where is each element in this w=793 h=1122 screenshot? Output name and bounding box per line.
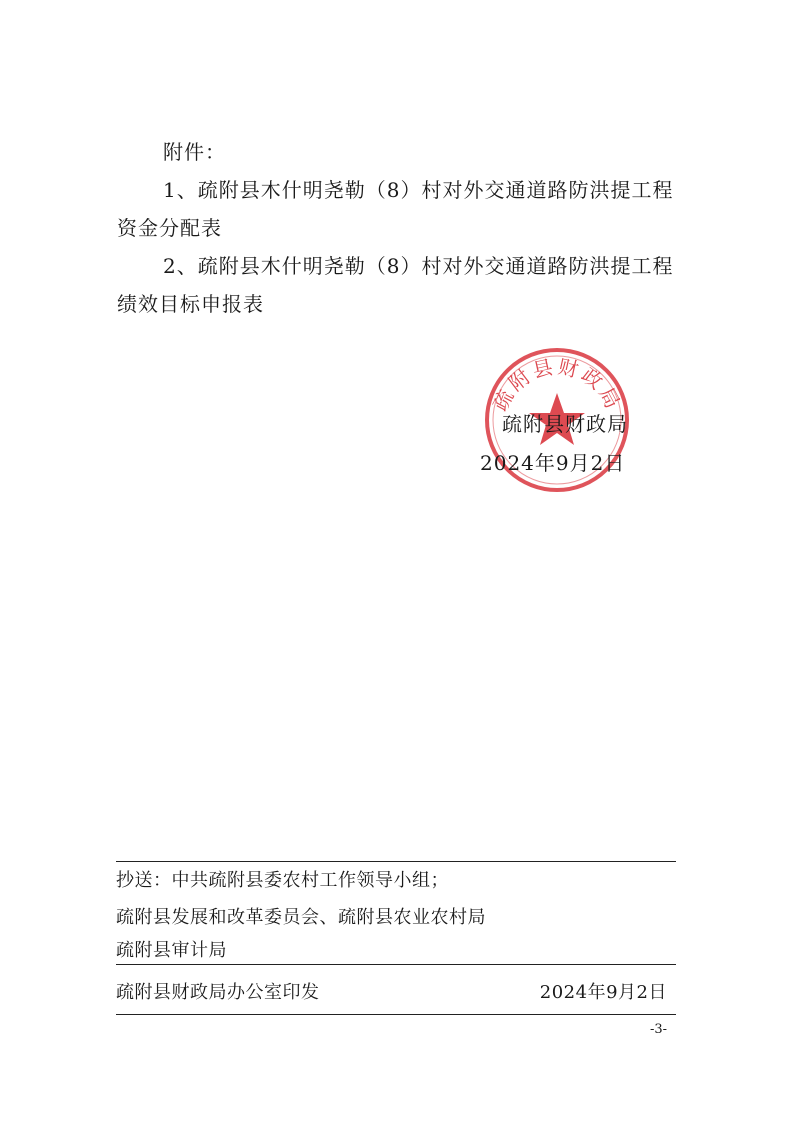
seal-text: 疏附县财政局 [487, 354, 627, 415]
issuer-name: 疏附县财政局 [502, 412, 628, 436]
cc-recipients-line-3: 疏附县审计局 [116, 940, 227, 961]
attachments-heading: 附件： [163, 140, 226, 164]
cc-recipients-line-1: 抄送：中共疏附县委农村工作领导小组； [116, 870, 449, 891]
issue-date: 2024年9月2日 [480, 451, 626, 475]
footer-top-rule [116, 861, 676, 862]
attachment-item-2-line-1: 2、疏附县木什明尧勒（8）村对外交通道路防洪提工程 [163, 254, 674, 278]
attachment-item-2-line-2: 绩效目标申报表 [117, 292, 264, 316]
footer-middle-rule [116, 964, 676, 965]
cc-recipients-line-2: 疏附县发展和改革委员会、疏附县农业农村局 [116, 907, 486, 928]
print-date: 2024年9月2日 [539, 982, 667, 1003]
printer-office: 疏附县财政局办公室印发 [116, 982, 320, 1003]
footer-bottom-rule [116, 1014, 676, 1015]
page-number: -3- [649, 1022, 667, 1037]
attachment-item-1-line-1: 1、疏附县木什明尧勒（8）村对外交通道路防洪提工程 [163, 178, 674, 202]
attachment-item-1-line-2: 资金分配表 [117, 216, 222, 240]
